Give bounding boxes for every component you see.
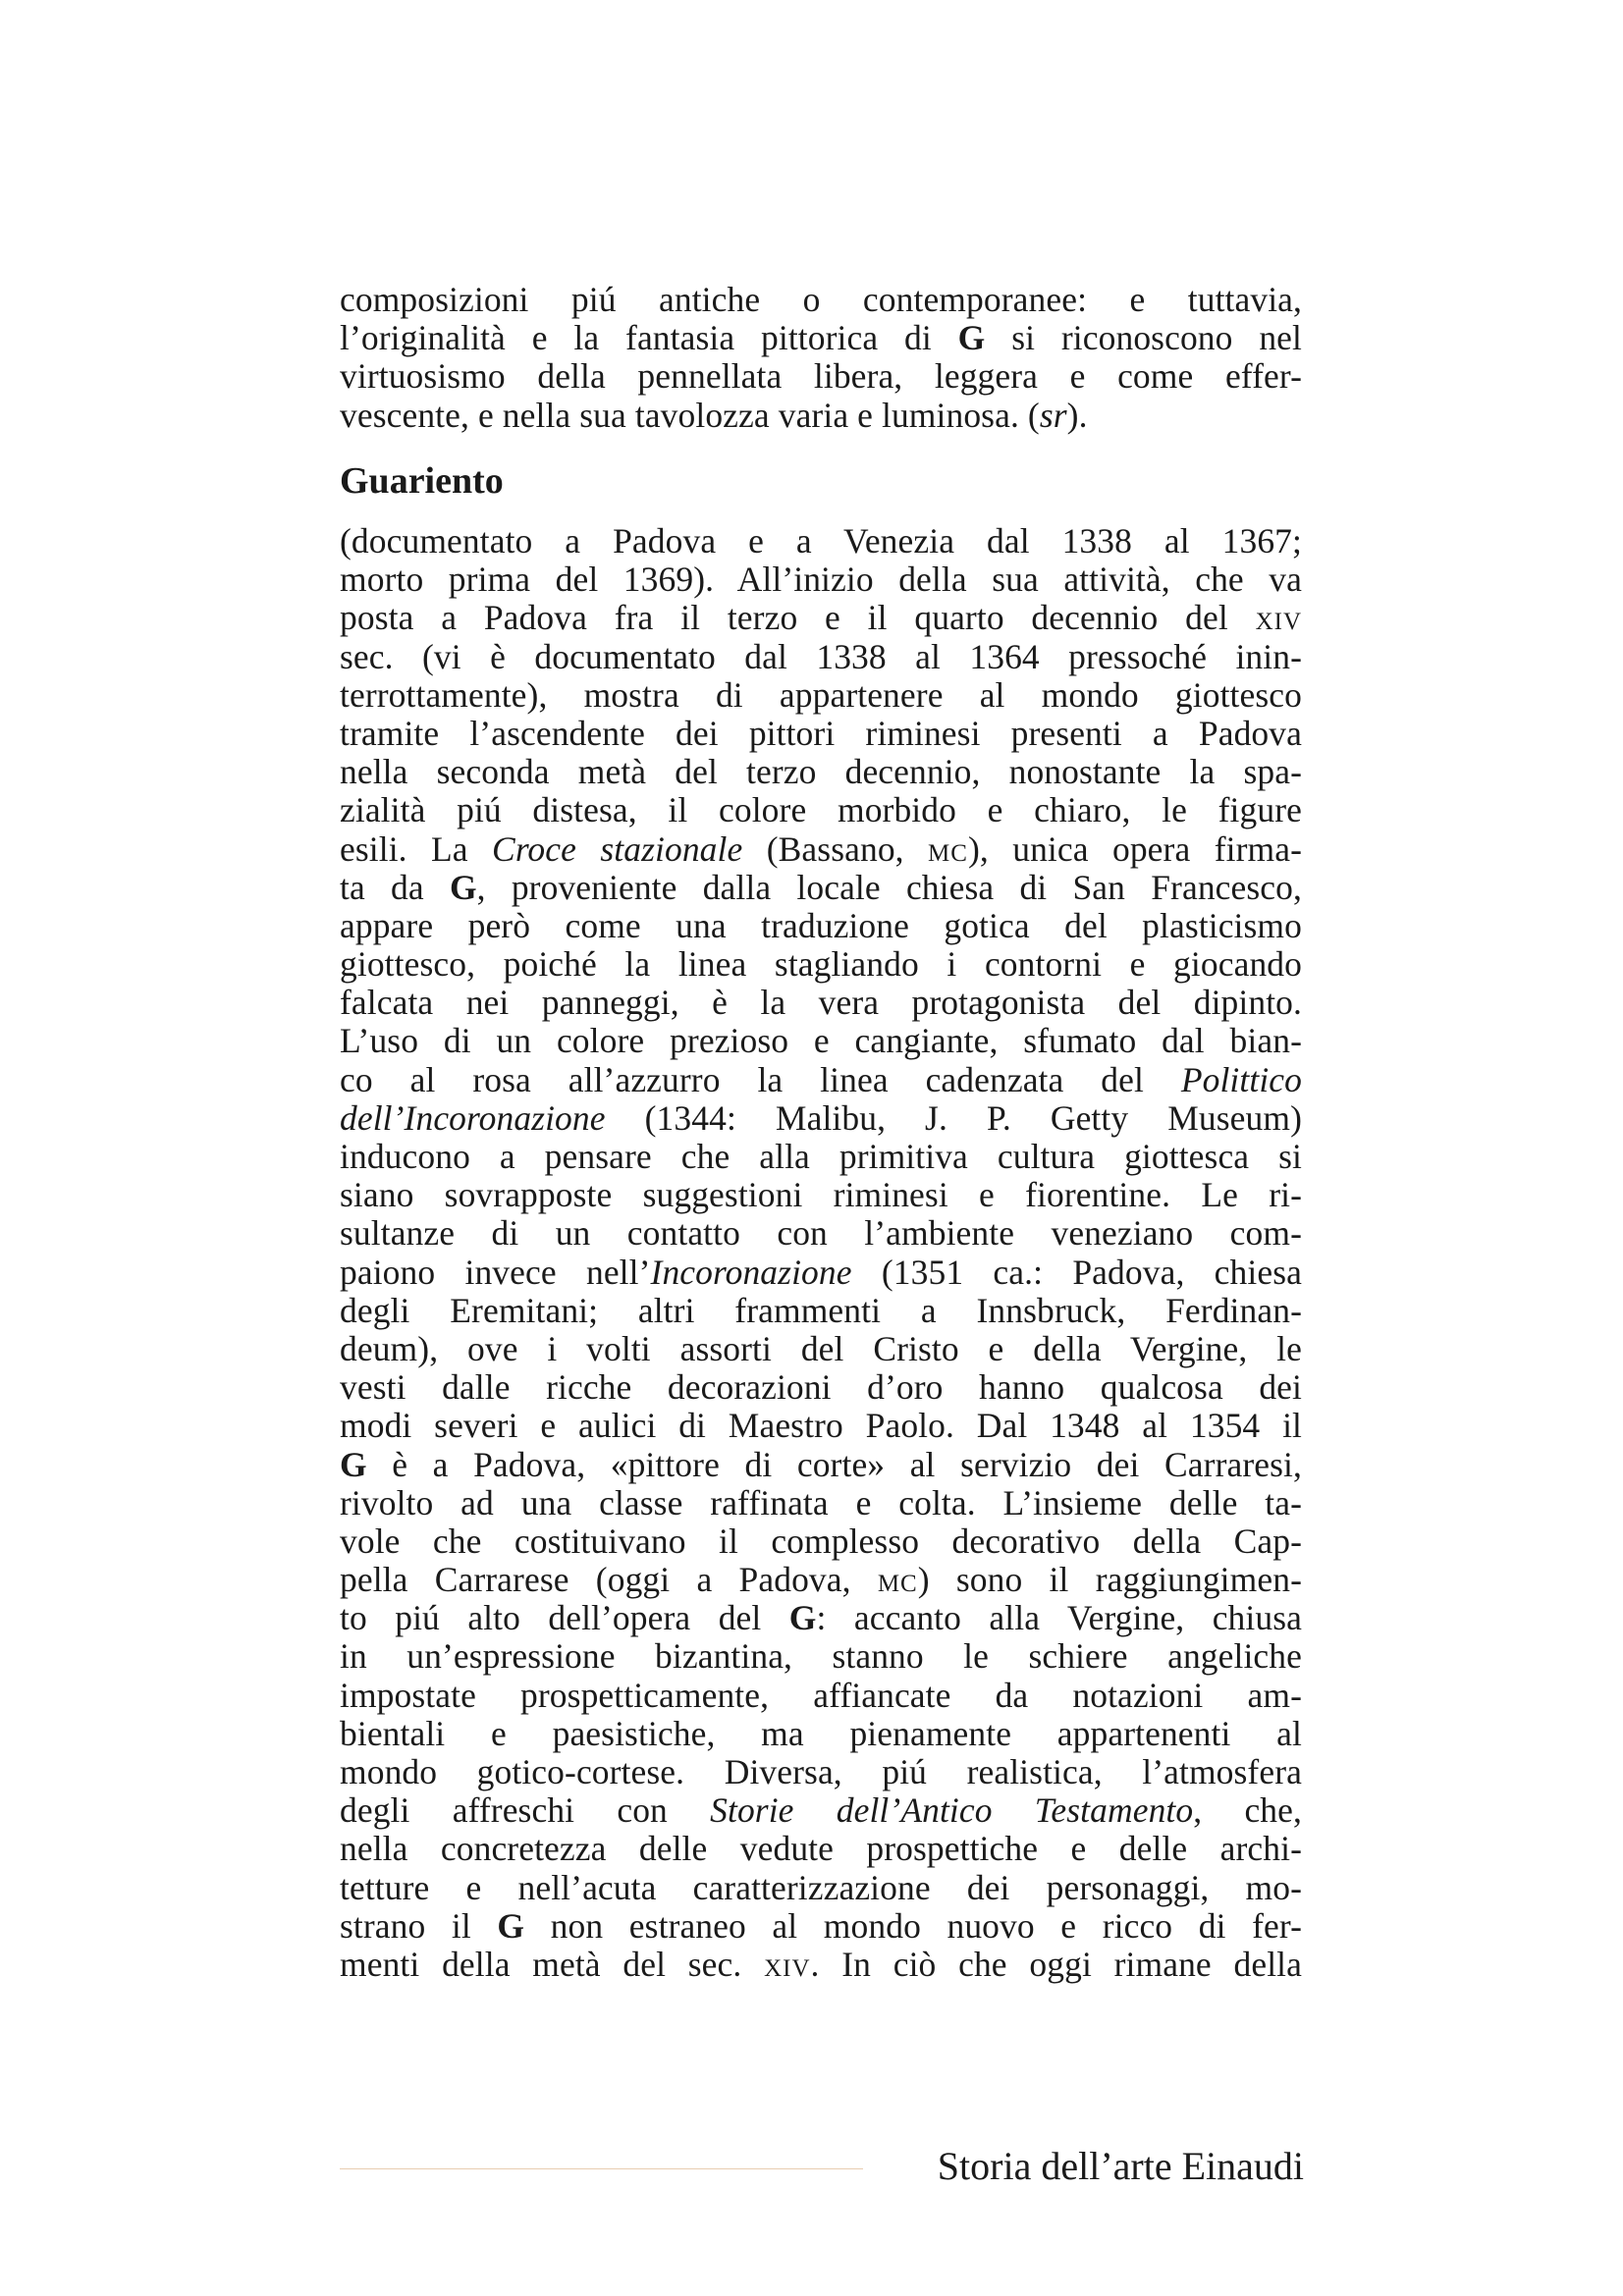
text-line xyxy=(340,1522,1302,1561)
text-run: appare però come una traduzione gotica del plasticismo xyxy=(340,906,1302,945)
text-run: (1344: Malibu, J. P. Getty Museum) xyxy=(605,1098,1302,1138)
text-line xyxy=(340,1254,1302,1292)
text-line xyxy=(340,1715,1302,1753)
text-line xyxy=(340,830,1302,869)
text-run: (documentato a Padova e a Venezia dal 1338 al 1367; xyxy=(340,522,1302,561)
text-line xyxy=(340,1677,1302,1715)
text-run: mondo gotico-cortese. Diversa, piú realistica, l’atmosfera xyxy=(340,1753,1302,1791)
text-run: modi severi e aulici di Maestro Paolo. Dal 1348 al 1354 il xyxy=(340,1407,1302,1446)
text-run: strano il xyxy=(340,1906,498,1946)
text-run: (1351 ca.: Padova, chiesa xyxy=(851,1253,1302,1292)
text-run: nella concretezza delle vedute prospettiche e delle archi- xyxy=(340,1830,1302,1869)
text-run: virtuosismo della pennellata libera, leggera e come effer- xyxy=(340,357,1302,397)
text-run: bientali e paesistiche, ma pienamente appartenenti al xyxy=(340,1714,1302,1753)
text-run: esili. La xyxy=(340,829,493,869)
text-run: degli affreschi con xyxy=(340,1791,711,1831)
intro-paragraph xyxy=(340,281,1302,435)
text-run: : accanto alla Vergine, chiusa xyxy=(816,1599,1302,1638)
text-run: impostate prospetticamente, affiancate da notazioni am- xyxy=(340,1676,1302,1715)
text-run: nella seconda metà del terzo decennio, nonostante la spa- xyxy=(340,753,1302,792)
text-line xyxy=(340,1561,1302,1599)
text-line xyxy=(340,1330,1302,1368)
text-run: in un’espressione bizantina, stanno le schiere angeliche xyxy=(340,1637,1302,1677)
text-line xyxy=(340,1407,1302,1445)
italic-title: Storie dell’Antico Testamento xyxy=(710,1791,1194,1831)
text-run: deum), ove i volti assorti del Cristo e della Vergine, le xyxy=(340,1329,1302,1368)
text-run: (Bassano, xyxy=(742,829,929,869)
text-run: ). xyxy=(1066,396,1088,435)
italic-title: Polittico xyxy=(1180,1060,1302,1099)
text-run: siano sovrapposte suggestioni riminesi e fiorentine. Le ri- xyxy=(340,1176,1302,1215)
text-run: terrottamente), mostra di appartenere al mondo giottesco xyxy=(340,675,1302,715)
small-caps-abbrev: xiv xyxy=(764,1945,811,1984)
italic-title: Croce stazionale xyxy=(492,829,743,869)
entry-body xyxy=(340,522,1302,1984)
text-line xyxy=(340,357,1302,396)
text-run: . In ciò che oggi rimane della xyxy=(810,1945,1302,1984)
text-run: ), unica opera firma- xyxy=(967,829,1302,869)
text-line xyxy=(340,791,1302,829)
small-caps-abbrev: mc xyxy=(928,829,968,869)
text-line xyxy=(340,1292,1302,1330)
text-run: degli Eremitani; altri frammenti a Innsbruck, Ferdinan- xyxy=(340,1291,1302,1330)
artist-initial: G xyxy=(497,1906,525,1946)
text-line xyxy=(340,319,1302,357)
text-line xyxy=(340,281,1302,319)
text-run: vole che costituivano il complesso decorativo della Cap- xyxy=(340,1522,1302,1561)
text-run: vescente, e nella sua tavolozza varia e luminosa. ( xyxy=(340,396,1040,435)
text-line xyxy=(340,522,1302,561)
artist-initial: G xyxy=(340,1445,367,1484)
text-run: , proveniente dalla locale chiesa di San Francesco, xyxy=(476,868,1302,907)
entry-heading: Guariento xyxy=(340,460,504,502)
text-line xyxy=(340,1599,1302,1637)
text-line xyxy=(340,1946,1302,1984)
text-line xyxy=(340,1791,1302,1830)
text-line xyxy=(340,599,1302,637)
text-line xyxy=(340,1637,1302,1676)
text-line xyxy=(340,1061,1302,1099)
text-run: paiono invece nell’ xyxy=(340,1253,651,1292)
text-line xyxy=(340,1907,1302,1946)
italic-title: dell’Incoronazione xyxy=(340,1098,606,1138)
italic-title: sr xyxy=(1039,396,1067,435)
text-run: falcata nei panneggi, è la vera protagonista del dipinto. xyxy=(340,984,1302,1023)
text-run: morto prima del 1369). All’inizio della sua attività, che va xyxy=(340,561,1302,600)
text-line xyxy=(340,561,1302,599)
small-caps-abbrev: mc xyxy=(877,1561,918,1600)
text-run: ta da xyxy=(340,868,450,907)
text-run: pella Carrarese (oggi a Padova, xyxy=(340,1561,878,1600)
text-run: rivolto ad una classe raffinata e colta. L’insieme delle ta- xyxy=(340,1483,1302,1522)
text-run: è a Padova, «pittore di corte» al servizio dei Carraresi, xyxy=(366,1445,1302,1484)
text-line xyxy=(340,638,1302,676)
small-caps-abbrev: xiv xyxy=(1255,599,1302,638)
text-run: zialità piú distesa, il colore morbido e chiaro, le figure xyxy=(340,791,1302,830)
text-line xyxy=(340,676,1302,715)
text-line xyxy=(340,1368,1302,1407)
text-run: non estraneo al mondo nuovo e ricco di fer- xyxy=(524,1906,1302,1946)
text-run: inducono a pensare che alla primitiva cultura giottesca si xyxy=(340,1138,1302,1176)
text-run: giottesco, poiché la linea stagliando i contorni e giocando xyxy=(340,945,1302,985)
footer-title: Storia dell’arte Einaudi xyxy=(937,2144,1304,2188)
text-line xyxy=(340,715,1302,753)
footer-rule xyxy=(340,2168,863,2169)
italic-title: Incoronazione xyxy=(650,1253,852,1292)
text-line xyxy=(340,1138,1302,1176)
text-run: , che, xyxy=(1193,1791,1302,1831)
text-line xyxy=(340,1484,1302,1522)
text-line xyxy=(340,869,1302,907)
text-line xyxy=(340,397,1302,435)
text-line xyxy=(340,1099,1302,1138)
text-line xyxy=(340,1176,1302,1214)
artist-initial: G xyxy=(957,319,986,358)
text-line xyxy=(340,1830,1302,1868)
text-line xyxy=(340,1214,1302,1253)
text-run: menti della metà del sec. xyxy=(340,1945,765,1984)
text-run: sultanze di un contatto con l’ambiente veneziano com- xyxy=(340,1214,1302,1254)
text-run: to piú alto dell’opera del xyxy=(340,1599,789,1638)
text-run: ) sono il raggiungimen- xyxy=(917,1561,1302,1600)
text-line xyxy=(340,907,1302,945)
text-run: tramite l’ascendente dei pittori riminesi presenti a Padova xyxy=(340,714,1302,753)
text-run: composizioni piú antiche o contemporanee: e tuttavia, xyxy=(340,281,1302,319)
text-line xyxy=(340,1869,1302,1907)
text-line xyxy=(340,1446,1302,1484)
text-run: posta a Padova fra il terzo e il quarto decennio del xyxy=(340,599,1256,638)
text-line xyxy=(340,945,1302,984)
text-run: si riconoscono nel xyxy=(985,319,1302,358)
text-line xyxy=(340,1753,1302,1791)
text-run: tetture e nell’acuta caratterizzazione dei personaggi, mo- xyxy=(340,1868,1302,1907)
text-line xyxy=(340,753,1302,791)
artist-initial: G xyxy=(449,868,477,907)
artist-initial: G xyxy=(788,1599,817,1638)
text-run: l’originalità e la fantasia pittorica di xyxy=(340,319,958,358)
text-run: sec. (vi è documentato dal 1338 al 1364 pressoché inin- xyxy=(340,637,1302,676)
text-run: vesti dalle ricche decorazioni d’oro hanno qualcosa dei xyxy=(340,1368,1302,1408)
text-line xyxy=(340,984,1302,1022)
text-run: L’uso di un colore prezioso e cangiante, sfumato dal bian- xyxy=(340,1022,1302,1061)
text-run: co al rosa all’azzurro la linea cadenzata del xyxy=(340,1060,1181,1099)
text-line xyxy=(340,1022,1302,1060)
